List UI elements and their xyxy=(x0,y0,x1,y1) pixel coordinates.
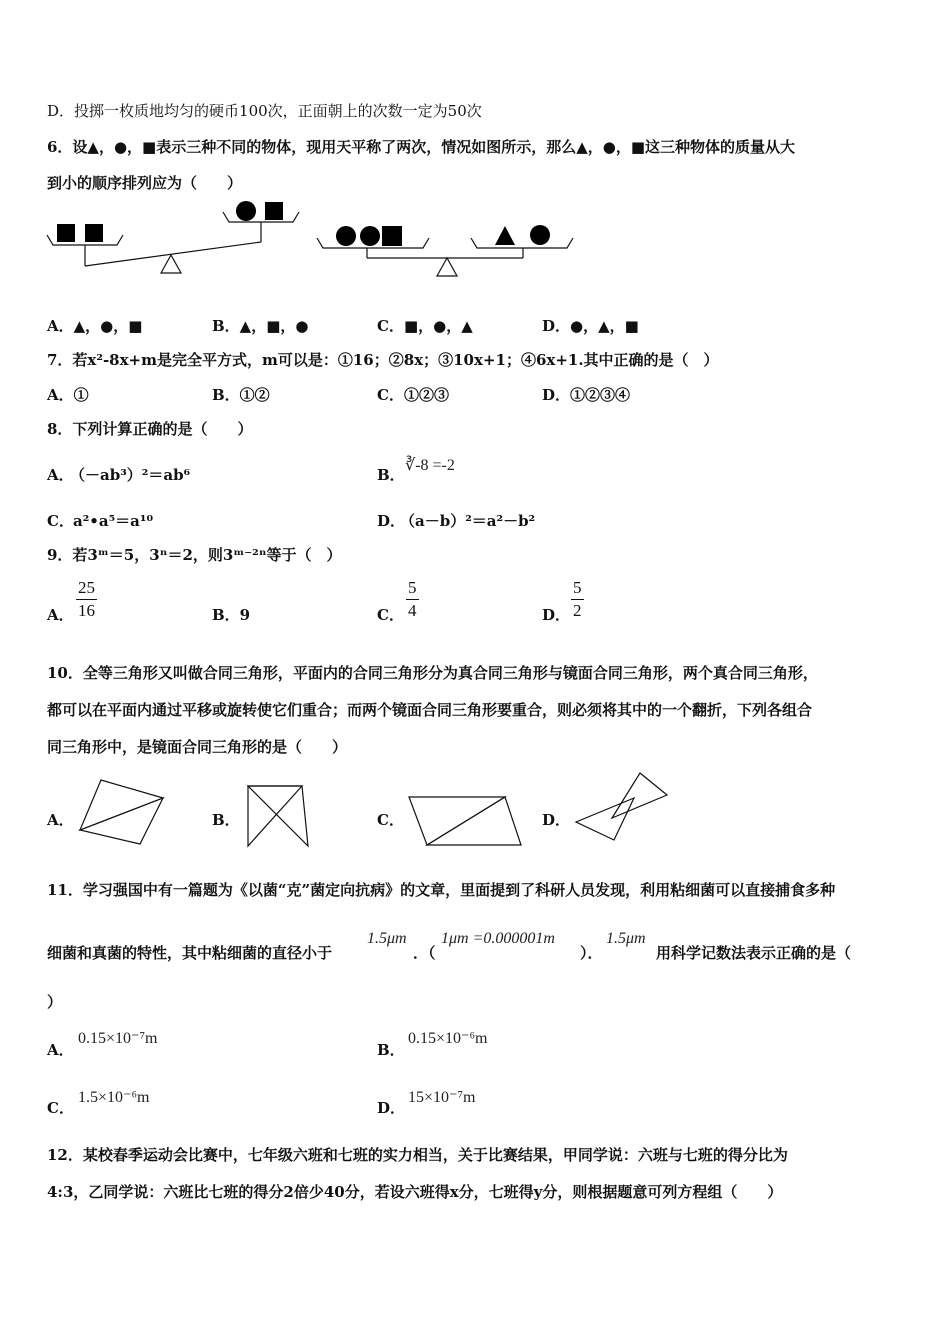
q11-stem-line2-d: 用科学记数法表示正确的是（ xyxy=(656,944,852,962)
q10-stem-line3: 同三角形中，是镜面合同三角形的是（ ） xyxy=(47,738,348,756)
balance-scale-figure-2 xyxy=(315,200,585,280)
q9-label-a[interactable]: A． xyxy=(47,606,74,624)
q8-option-b-expr: ∛-8 =-2 xyxy=(405,457,455,474)
q11-label-c[interactable]: C． xyxy=(47,1099,74,1117)
q9-option-d-fraction xyxy=(571,578,584,621)
q12-stem-line2: 4:3，乙同学说：六班比七班的得分2倍少40分，若设六班得x分，七班得y分，则根据题意可列方程组（ ） xyxy=(47,1183,783,1201)
q7-stem: 7．若x²-8x+m是完全平方式，m可以是：①16；②8x；③10x+1；④6x+1.其中正确的是（ ） xyxy=(47,351,719,369)
q11-stem-line2-b: ．（ xyxy=(413,944,436,962)
q9-d-denominator: 2 xyxy=(573,601,582,620)
q8-option-c-expr: a²•a⁵＝a¹⁰ xyxy=(73,512,154,530)
q9-option-b[interactable]: B．9 xyxy=(212,606,251,624)
q9-stem: 9．若3ᵐ＝5，3ⁿ＝2，则3ᵐ⁻²ⁿ等于（ ） xyxy=(47,546,342,564)
q9-option-a-fraction xyxy=(76,578,97,621)
q11-option-b-expr: 0.15×10⁻⁶m xyxy=(408,1030,488,1047)
q8-label-c[interactable]: C． xyxy=(47,512,74,530)
balance-scale-figure-1 xyxy=(45,200,315,280)
q10-stem-line1: 10．全等三角形又叫做合同三角形，平面内的合同三角形分为真合同三角形与镜面合同三角形，两个真合同三角形， xyxy=(47,664,818,682)
q11-math-2: 1μm =0.000001m xyxy=(441,930,555,947)
q6-stem-line2: 到小的顺序排列应为（ ） xyxy=(47,174,243,192)
q9-label-c[interactable]: C． xyxy=(377,606,404,624)
q11-math-3: 1.5μm xyxy=(606,930,646,947)
q11-math-1: 1.5μm xyxy=(367,930,407,947)
q11-option-a-expr: 0.15×10⁻⁷m xyxy=(78,1030,158,1047)
q7-option-d[interactable]: D．①②③④ xyxy=(542,386,631,404)
q6-stem-line1: 6．设▲，●，■表示三种不同的物体，现用天平称了两次，情况如图所示，那么▲，●，■这三种物体的质量从大 xyxy=(47,138,796,156)
q7-option-b[interactable]: B．①② xyxy=(212,386,270,404)
q10-label-b[interactable]: B． xyxy=(212,811,240,829)
q11-label-b[interactable]: B． xyxy=(377,1041,405,1059)
q11-stem-line2-c: ）． xyxy=(580,944,603,962)
q10-figure-a xyxy=(78,778,168,848)
q9-option-c-fraction xyxy=(406,578,419,621)
q10-figure-c xyxy=(405,793,525,853)
q7-option-c[interactable]: C．①②③ xyxy=(377,386,449,404)
q10-figure-d xyxy=(572,770,672,845)
q10-label-d[interactable]: D． xyxy=(542,811,571,829)
q10-figure-b xyxy=(240,778,315,853)
q9-c-numerator: 5 xyxy=(408,578,417,597)
q12-stem-line1: 12．某校春季运动会比赛中，七年级六班和七班的实力相当，关于比赛结果，甲同学说：六班与七班的得分比为 xyxy=(47,1146,788,1164)
q8-label-b[interactable]: B． xyxy=(377,466,405,484)
q11-stem-line1: 11．学习强国中有一篇题为《以菌“克”菌定向抗病》的文章，里面提到了科研人员发现，利用粘细菌可以直接捕食多种 xyxy=(47,881,836,899)
q8-label-d[interactable]: D． xyxy=(377,512,406,530)
q11-stem-line2-a: 细菌和真菌的特性，其中粘细菌的直径小于 xyxy=(47,944,333,962)
q6-option-b[interactable]: B．▲，■，● xyxy=(212,317,309,335)
q7-option-a[interactable]: A．① xyxy=(47,386,89,404)
q8-option-d-expr: （a－b）²＝a²－b² xyxy=(400,512,536,530)
q10-stem-line2: 都可以在平面内通过平移或旋转使它们重合；而两个镜面合同三角形要重合，则必须将其中的一个翻折，下列各组合 xyxy=(47,701,813,719)
q8-stem: 8．下列计算正确的是（ ） xyxy=(47,420,253,438)
q9-a-denominator: 16 xyxy=(78,601,95,620)
q11-stem-line3: ） xyxy=(47,993,63,1011)
q9-label-d[interactable]: D． xyxy=(542,606,571,624)
q11-label-a[interactable]: A． xyxy=(47,1041,74,1059)
q9-c-denominator: 4 xyxy=(408,601,417,620)
q11-option-c-expr: 1.5×10⁻⁶m xyxy=(78,1089,150,1106)
q5-option-d: D．投掷一枚质地均匀的硬币100次，正面朝上的次数一定为50次 xyxy=(47,102,482,120)
q11-option-d-expr: 15×10⁻⁷m xyxy=(408,1089,476,1106)
q8-label-a[interactable]: A． xyxy=(47,466,74,484)
q9-a-numerator: 25 xyxy=(78,578,95,597)
q6-option-c[interactable]: C．■，●，▲ xyxy=(377,317,473,335)
q11-label-d[interactable]: D． xyxy=(377,1099,406,1117)
q6-option-a[interactable]: A．▲，●，■ xyxy=(47,317,143,335)
q10-label-a[interactable]: A． xyxy=(47,811,74,829)
q10-label-c[interactable]: C． xyxy=(377,811,404,829)
q8-option-a-expr: （－ab³）²＝ab⁶ xyxy=(70,466,191,484)
q6-option-d[interactable]: D．●，▲，■ xyxy=(542,317,639,335)
q9-d-numerator: 5 xyxy=(573,578,582,597)
